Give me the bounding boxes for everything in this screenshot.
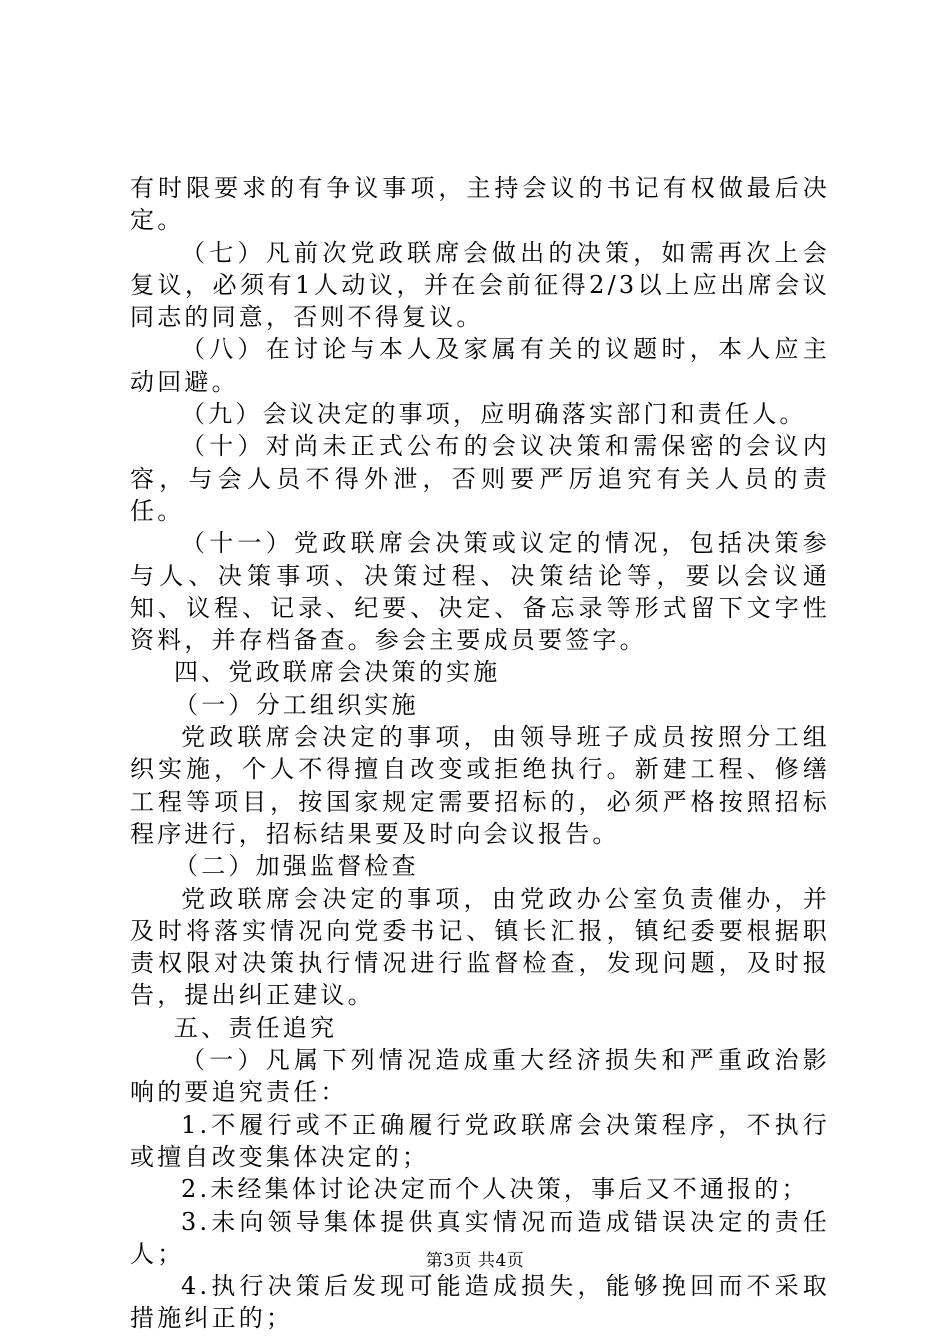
paragraph-supervision: 党政联席会决定的事项，由党政办公室负责催办，并及时将落实情况向党委书记、镇长汇报，镇纪委要根据职责权限对决策执行情况进行监督检查，发现问题，及时报告，提出纠正建议。 [130,884,830,1010]
paragraph-continuation: 有时限要求的有争议事项，主持会议的书记有权做最后决定。 [130,174,830,235]
section-heading-4: 四、党政联席会决策的实施 [174,658,501,687]
page-footer: 第3页 共4页 [425,1251,525,1271]
paragraph-item-9: （九）会议决定的事项，应明确落实部门和责任人。 [181,400,807,429]
subsection-heading-4-2: （二）加强监督检查 [174,852,419,881]
section-heading-5: 五、责任追究 [174,1013,338,1042]
list-item-4: 4.执行决策后发现可能造成损失，能够挽回而不采取措施纠正的； [130,1272,830,1333]
paragraph-item-10: （十）对尚未正式公布的会议决策和需保密的会议内容，与会人员不得外泄，否则要严厉追究有关人员的责任。 [130,432,830,525]
list-item-1: 1.不履行或不正确履行党政联席会决策程序，不执行或擅自改变集体决定的； [130,1110,830,1171]
paragraph-implementation: 党政联席会决定的事项，由领导班子成员按照分工组织实施，个人不得擅自改变或拒绝执行。新建工程、修缮工程等项目，按国家规定需要招标的，必须严格按照招标程序进行，招标结果要及时向会议报告。 [130,723,830,848]
document-body [130,172,830,1335]
paragraph-accountability: （一）凡属下列情况造成重大经济损失和严重政治影响的要追究责任： [130,1046,830,1107]
list-item-3: 3.未向领导集体提供真实情况而造成错误决定的责任人； [130,1207,830,1268]
paragraph-item-8: （八）在讨论与本人及家属有关的议题时，本人应主动回避。 [130,335,830,396]
list-item-2: 2.未经集体讨论决定而个人决策，事后又不通报的； [181,1175,809,1204]
paragraph-item-11: （十一）党政联席会决策或议定的情况，包括决策参与人、决策事项、决策过程、决策结论等，要以会议通知、议程、记录、纪要、决定、备忘录等形式留下文字性资料，并存档备查。参会主要成员要签字。 [130,529,830,655]
paragraph-item-7: （七）凡前次党政联席会做出的决策，如需再次上会复议，必须有1人动议，并在会前征得2/3以上应出席会议同志的同意，否则不得复议。 [130,238,830,332]
subsection-heading-4-1: （一）分工组织实施 [174,690,419,719]
